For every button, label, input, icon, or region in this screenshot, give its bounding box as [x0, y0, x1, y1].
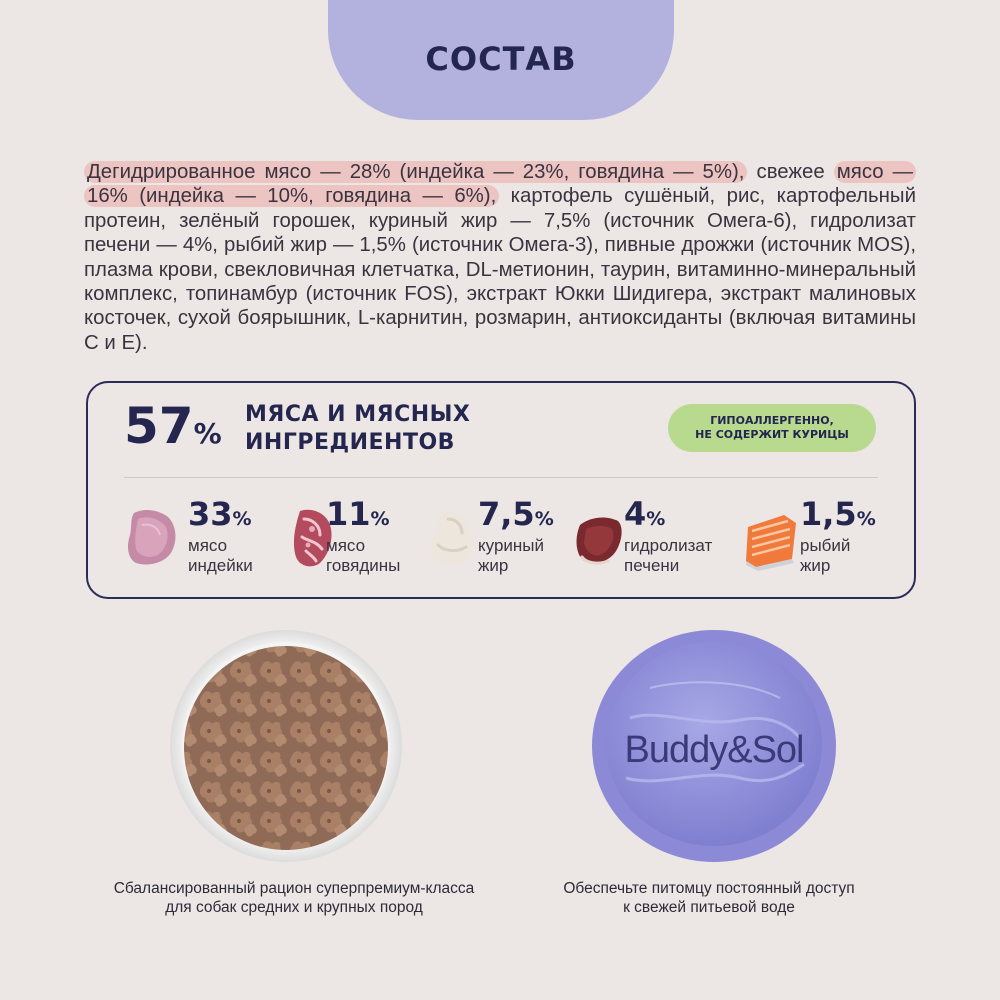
- turkey-meat-icon: [124, 505, 180, 571]
- food-caption-line: для собак средних и крупных пород: [165, 899, 423, 916]
- stat-sign: %: [646, 508, 666, 530]
- stat-sign: %: [370, 508, 390, 530]
- composition-text: [84, 160, 916, 355]
- stat-value: 1,5: [800, 495, 857, 533]
- stat-label: мясо: [188, 536, 228, 555]
- composition-highlight: Дегидрированное мясо — 28% (индейка — 23%, говядина — 5%),: [84, 161, 747, 183]
- stat-sign: %: [232, 508, 252, 530]
- salmon-icon: [744, 505, 800, 571]
- meat-percent: [124, 397, 222, 455]
- meat-percent-value: 57: [124, 397, 194, 455]
- brand-logo: Buddy&Sol: [624, 729, 804, 771]
- composition-highlight: мясо — 16% (индейка — 10%, говядина — 6%),: [84, 161, 916, 207]
- stat-sign: %: [856, 508, 876, 530]
- badge-line: НЕ СОДЕРЖИТ КУРИЦЫ: [695, 428, 849, 441]
- food-caption-line: Сбалансированный рацион суперпремиум-класса: [113, 880, 475, 897]
- water-caption: [514, 879, 904, 917]
- page-title: СОСТАВ: [425, 40, 577, 78]
- chicken-fat-icon: [426, 505, 482, 571]
- meat-headline-line: МЯСА И МЯСНЫХ: [245, 402, 471, 427]
- stat-label: гидролизат: [624, 536, 713, 555]
- meat-content-card: [86, 381, 916, 599]
- stat-label: куриный: [478, 536, 544, 555]
- title-tab: [328, 0, 674, 120]
- meat-percent-sign: %: [193, 417, 222, 450]
- meat-headline-line: ИНГРЕДИЕНТОВ: [245, 430, 455, 455]
- stat-label: жир: [478, 556, 509, 575]
- stat-value: 7,5: [478, 495, 535, 533]
- stat-value: 11: [326, 495, 371, 533]
- badge-line: ГИПОАЛЛЕРГЕННО,: [710, 414, 834, 427]
- stat-label: рыбий: [800, 536, 851, 555]
- meat-headline: [245, 401, 470, 457]
- stat-sign: %: [534, 508, 554, 530]
- water-caption-line: к свежей питьевой воде: [623, 899, 795, 916]
- water-caption-line: Обеспечьте питомцу постоянный доступ: [563, 880, 855, 897]
- stat-value: 4: [624, 495, 647, 533]
- liver-icon: [572, 505, 628, 571]
- composition-text-part: свежее: [747, 161, 834, 183]
- stat-value: 33: [188, 495, 233, 533]
- divider: [124, 477, 878, 478]
- water-bowl-image: [590, 628, 838, 864]
- stat-label: печени: [624, 556, 680, 575]
- stat-label: индейки: [188, 556, 253, 575]
- composition-text-part: картофель сушёный, рис, картофельный протеин, зелёный горошек, куриный жир — 7,5% (источник Омега-6), гидролизат печени — 4%, рыбий жир — 1,5% (источник Омега-3), пивные дрожжи (источник MOS), плазма крови, свекловичная клетчатка, DL-метионин, таурин, витаминно-минеральный комплекс, топинамбур (источник FOS), экстракт Юкки Шидигера, экстракт малиновых косточек, сухой боярышник, L-карнитин, розмарин, антиоксиданты (включая витамины С и Е).: [84, 185, 916, 354]
- hypoallergenic-badge: [668, 404, 876, 452]
- food-caption: [84, 879, 504, 917]
- stat-label: мясо: [326, 536, 366, 555]
- stat-label: говядины: [326, 556, 401, 575]
- stat-label: жир: [800, 556, 831, 575]
- food-bowl-image: [168, 628, 404, 864]
